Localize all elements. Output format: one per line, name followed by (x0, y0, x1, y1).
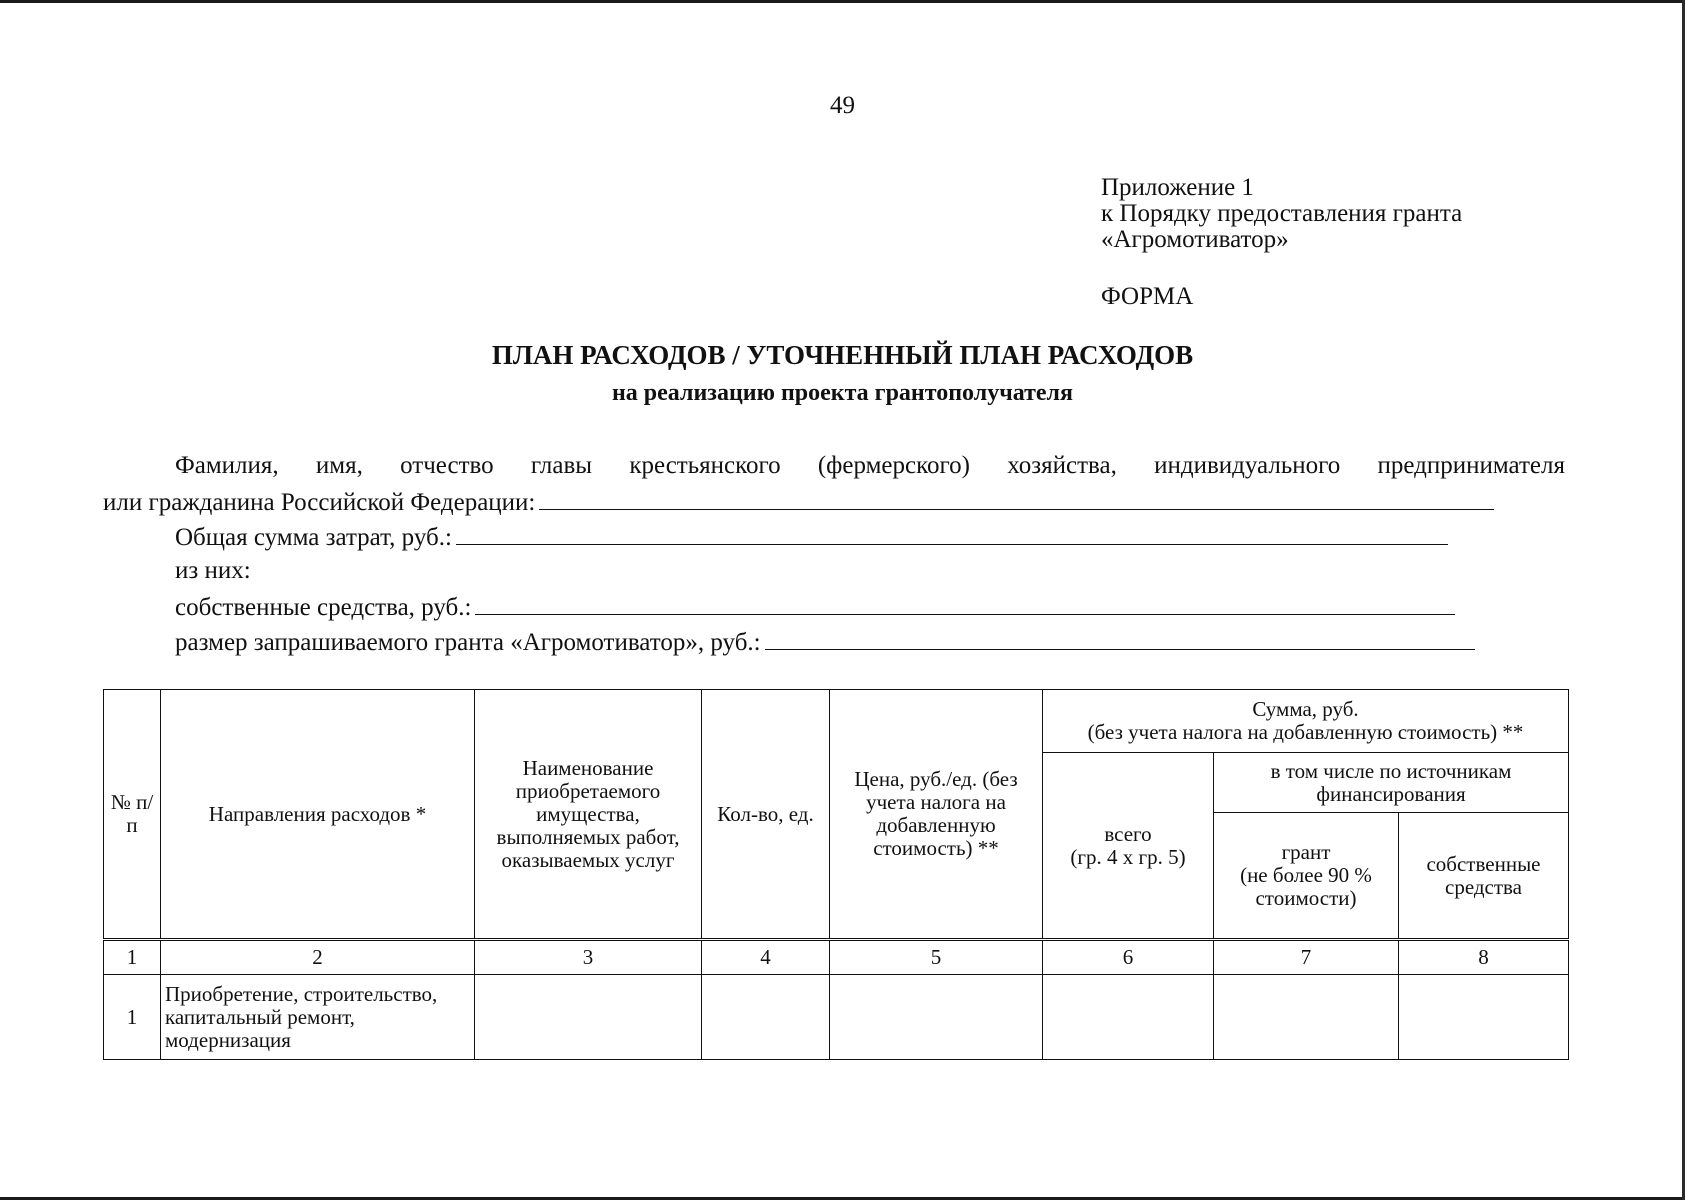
expense-plan-table (103, 689, 1569, 1060)
appendix-line-2: к Порядку предоставления гранта (1101, 200, 1463, 227)
header-sum (1043, 690, 1569, 753)
grant-size-field (175, 623, 1475, 660)
fio-label-line-1 (103, 448, 1565, 483)
table-row (104, 975, 1569, 1060)
of-them-label: из них: (175, 557, 251, 584)
page-top-edge (0, 0, 1685, 3)
header-own: собственные средства (1399, 813, 1569, 940)
header-name: Наименование приобретаемого имущества, выполняемых работ, оказываемых услуг (475, 690, 702, 940)
total-field (175, 518, 1448, 555)
column-number: 4 (702, 940, 830, 975)
fio-word: главы (530, 452, 593, 479)
header-total (1043, 753, 1214, 940)
column-number: 7 (1214, 940, 1399, 975)
page-number: 49 (830, 92, 855, 119)
header-sum-line-1: Сумма, руб. (1252, 697, 1359, 721)
row-price-cell[interactable] (830, 975, 1043, 1060)
fio-word: индивидуального (1154, 452, 1341, 479)
fio-word: (фермерского) (817, 452, 970, 479)
header-sources: в том числе по источникам финансирования (1214, 753, 1569, 813)
header-row-1 (104, 690, 1569, 753)
row-num-cell: 1 (104, 975, 161, 1060)
column-number-row (104, 940, 1569, 975)
fio-input-line[interactable] (539, 483, 1494, 510)
header-num: № п/п (104, 690, 161, 940)
document-subtitle: на реализацию проекта грантополучателя (611, 380, 1074, 406)
header-qty: Кол-во, ед. (702, 690, 830, 940)
row-grant-cell[interactable] (1214, 975, 1399, 1060)
grant-size-input-line[interactable] (765, 623, 1475, 650)
column-number: 1 (104, 940, 161, 975)
column-number: 5 (830, 940, 1043, 975)
row-qty-cell[interactable] (702, 975, 830, 1060)
fio-word: предпринимателя (1377, 452, 1565, 479)
header-grant-line-2: (не более 90 % (1240, 863, 1372, 887)
own-funds-field (175, 588, 1455, 625)
header-total-line-1: всего (1104, 821, 1152, 846)
total-input-line[interactable] (456, 518, 1448, 545)
fio-word: крестьянского (629, 452, 781, 479)
of-them-label-wrap (175, 553, 251, 588)
own-funds-input-line[interactable] (475, 588, 1455, 615)
header-grant-line-3: стоимости) (1255, 886, 1357, 910)
grant-size-label: размер запрашиваемого гранта «Агромотиватор», руб.: (175, 629, 761, 656)
document-title: ПЛАН РАСХОДОВ / УТОЧНЕННЫЙ ПЛАН РАСХОДОВ (491, 340, 1194, 370)
fio-word: отчество (400, 452, 494, 479)
column-number: 6 (1043, 940, 1214, 975)
row-total-cell[interactable] (1043, 975, 1214, 1060)
row-name-cell[interactable] (475, 975, 702, 1060)
fio-word: имя, (315, 452, 363, 479)
header-grant (1214, 813, 1399, 940)
fio-word: хозяйства, (1007, 452, 1117, 479)
fio-field (103, 483, 1494, 520)
column-number: 2 (161, 940, 475, 975)
header-sum-line-2: (без учета налога на добавленную стоимость) ** (1087, 720, 1524, 744)
column-number: 3 (475, 940, 702, 975)
header-direction: Направления расходов * (161, 690, 475, 940)
appendix-note (1101, 175, 1462, 253)
fio-word: Фамилия, (175, 452, 279, 479)
header-grant-line-1: грант (1281, 840, 1331, 864)
own-funds-label: собственные средства, руб.: (175, 594, 472, 621)
header-total-line-2: (гр. 4 x гр. 5) (1070, 844, 1186, 869)
total-label: Общая сумма затрат, руб.: (175, 524, 452, 551)
appendix-line-3: «Агромотиватор» (1101, 226, 1289, 253)
appendix-line-1: Приложение 1 (1101, 174, 1254, 201)
fio-label-line-2: или гражданина Российской Федерации: (103, 489, 536, 516)
row-direction-cell: Приобретение, строительство, капитальный ремонт, модернизация (161, 975, 475, 1060)
column-number: 8 (1399, 940, 1569, 975)
form-label: ФОРМА (1101, 283, 1194, 310)
row-own-cell[interactable] (1399, 975, 1569, 1060)
header-price: Цена, руб./ед. (без учета налога на добавленную стоимость) ** (830, 690, 1043, 940)
